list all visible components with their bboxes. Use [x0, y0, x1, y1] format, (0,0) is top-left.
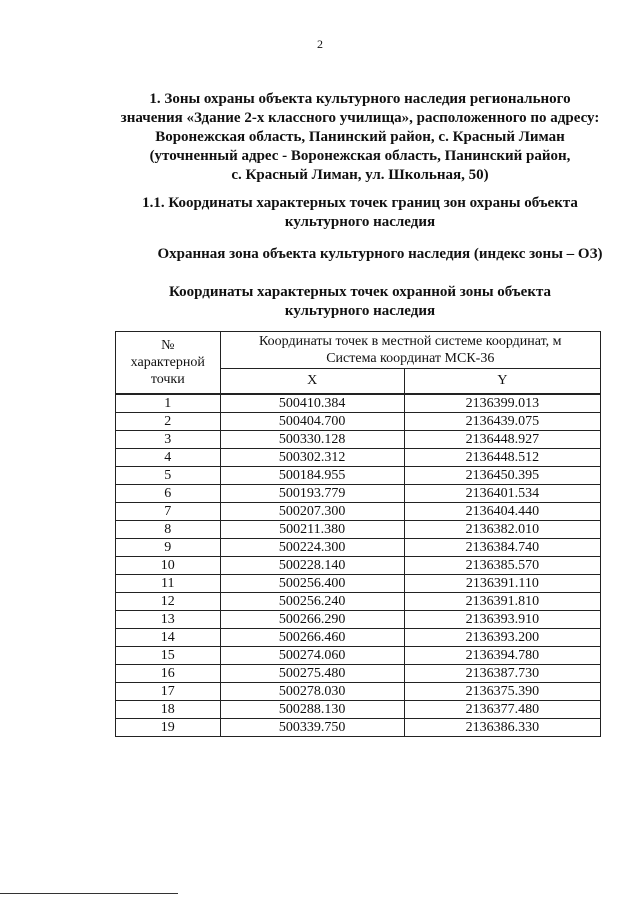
- y-coordinate-cell: 2136450.395: [404, 466, 600, 484]
- x-coordinate-cell: 500266.460: [220, 628, 404, 646]
- subsection-heading: [100, 194, 620, 232]
- table-row: [116, 430, 601, 448]
- point-number-cell: 6: [116, 484, 221, 502]
- point-number-cell: 19: [116, 718, 221, 736]
- x-coordinate-cell: 500256.400: [220, 574, 404, 592]
- section-heading-line: с. Красный Лиман, ул. Школьная, 50): [231, 167, 489, 183]
- table-row: [116, 502, 601, 520]
- y-coordinate-cell: 2136391.810: [404, 592, 600, 610]
- x-coordinate-cell: 500184.955: [220, 466, 404, 484]
- y-coordinate-cell: 2136399.013: [404, 394, 600, 413]
- x-coordinate-cell: 500224.300: [220, 538, 404, 556]
- x-coordinate-cell: 500288.130: [220, 700, 404, 718]
- y-coordinate-cell: 2136439.075: [404, 412, 600, 430]
- section-heading-line: Воронежская область, Панинский район, с. Красный Лиман: [155, 129, 565, 145]
- table-heading: [100, 283, 620, 321]
- table-row: [116, 466, 601, 484]
- table-row: [116, 664, 601, 682]
- zone-heading: Охранная зона объекта культурного наследия (индекс зоны – ОЗ): [157, 246, 603, 262]
- table-row: [116, 520, 601, 538]
- subsection-heading-line: культурного наследия: [284, 214, 436, 230]
- point-number-cell: 3: [116, 430, 221, 448]
- table-row: [116, 700, 601, 718]
- y-coordinate-cell: 2136385.570: [404, 556, 600, 574]
- table-body: [116, 394, 601, 737]
- point-number-cell: 15: [116, 646, 221, 664]
- table-heading-line: Координаты характерных точек охранной зоны объекта: [168, 284, 552, 300]
- y-coordinate-cell: 2136401.534: [404, 484, 600, 502]
- table-heading-line: культурного наследия: [284, 303, 436, 319]
- point-number-header: [116, 332, 221, 394]
- table-row: [116, 484, 601, 502]
- x-coordinate-cell: 500211.380: [220, 520, 404, 538]
- point-number-cell: 7: [116, 502, 221, 520]
- point-number-cell: 10: [116, 556, 221, 574]
- section-heading-line: (уточненный адрес - Воронежская область, Панинский район,: [149, 148, 571, 164]
- y-coordinate-cell: 2136391.110: [404, 574, 600, 592]
- x-coordinate-cell: 500274.060: [220, 646, 404, 664]
- x-coordinate-cell: 500339.750: [220, 718, 404, 736]
- x-coordinate-cell: 500266.290: [220, 610, 404, 628]
- coordinates-header-line: Система координат МСК-36: [326, 351, 495, 366]
- y-coordinate-cell: 2136384.740: [404, 538, 600, 556]
- x-coordinate-cell: 500207.300: [220, 502, 404, 520]
- y-coordinate-cell: 2136386.330: [404, 718, 600, 736]
- y-coordinate-cell: 2136377.480: [404, 700, 600, 718]
- point-number-cell: 16: [116, 664, 221, 682]
- point-number-cell: 18: [116, 700, 221, 718]
- point-number-cell: 8: [116, 520, 221, 538]
- y-coordinate-cell: 2136387.730: [404, 664, 600, 682]
- table-row: [116, 538, 601, 556]
- x-header: X: [220, 369, 404, 394]
- table-row: [116, 592, 601, 610]
- x-coordinate-cell: 500228.140: [220, 556, 404, 574]
- coordinates-header-line: Координаты точек в местной системе координат, м: [259, 334, 562, 349]
- point-number-cell: 13: [116, 610, 221, 628]
- footnote-divider: [0, 893, 178, 894]
- table-row: [116, 610, 601, 628]
- coordinates-table: [115, 331, 601, 737]
- y-coordinate-cell: 2136393.200: [404, 628, 600, 646]
- y-coordinate-cell: 2136375.390: [404, 682, 600, 700]
- x-coordinate-cell: 500278.030: [220, 682, 404, 700]
- point-number-header-line: характерной: [130, 354, 205, 370]
- table-row: [116, 718, 601, 736]
- point-number-cell: 14: [116, 628, 221, 646]
- x-coordinate-cell: 500193.779: [220, 484, 404, 502]
- point-number-cell: 2: [116, 412, 221, 430]
- table-row: [116, 628, 601, 646]
- table-row: [116, 646, 601, 664]
- section-heading-line: значения «Здание 2-х классного училища», расположенного по адресу:: [120, 110, 600, 126]
- y-header: Y: [404, 369, 600, 394]
- point-number-cell: 11: [116, 574, 221, 592]
- y-coordinate-cell: 2136382.010: [404, 520, 600, 538]
- point-number-header-line: точки: [150, 371, 185, 387]
- subsection-heading-line: 1.1. Координаты характерных точек границ зон охраны объекта: [142, 195, 578, 211]
- y-coordinate-cell: 2136393.910: [404, 610, 600, 628]
- table-row: [116, 556, 601, 574]
- x-coordinate-cell: 500410.384: [220, 394, 404, 413]
- table-row: [116, 412, 601, 430]
- page-number: 2: [317, 37, 323, 51]
- point-number-cell: 9: [116, 538, 221, 556]
- table-row: [116, 682, 601, 700]
- point-number-cell: 1: [116, 394, 221, 413]
- x-coordinate-cell: 500302.312: [220, 448, 404, 466]
- x-coordinate-cell: 500330.128: [220, 430, 404, 448]
- table-row: [116, 394, 601, 413]
- y-coordinate-cell: 2136394.780: [404, 646, 600, 664]
- point-number-header-line: №: [161, 337, 175, 353]
- x-coordinate-cell: 500404.700: [220, 412, 404, 430]
- x-coordinate-cell: 500256.240: [220, 592, 404, 610]
- point-number-cell: 5: [116, 466, 221, 484]
- table-row: [116, 448, 601, 466]
- x-coordinate-cell: 500275.480: [220, 664, 404, 682]
- y-coordinate-cell: 2136448.512: [404, 448, 600, 466]
- section-heading: [100, 90, 620, 185]
- y-coordinate-cell: 2136448.927: [404, 430, 600, 448]
- y-coordinate-cell: 2136404.440: [404, 502, 600, 520]
- point-number-cell: 12: [116, 592, 221, 610]
- point-number-cell: 17: [116, 682, 221, 700]
- point-number-cell: 4: [116, 448, 221, 466]
- table-row: [116, 574, 601, 592]
- coordinates-header: [220, 332, 600, 369]
- section-heading-line: 1. Зоны охраны объекта культурного наследия регионального: [149, 91, 571, 107]
